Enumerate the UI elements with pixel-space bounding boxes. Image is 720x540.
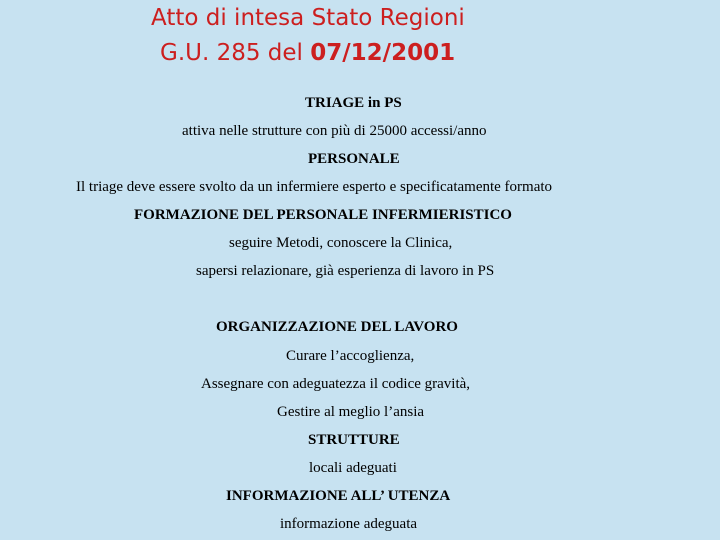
strutture-heading: STRUTTURE (308, 432, 400, 448)
organizzazione-item-3: Gestire al meglio l’ansia (277, 404, 425, 420)
organizzazione-item-1: Curare l’accoglienza, (286, 348, 415, 364)
gazette-reference: G.U. 285 del (160, 40, 311, 66)
personale-heading: PERSONALE (308, 151, 400, 167)
formazione-heading: FORMAZIONE DEL PERSONALE INFERMIERISTICO (134, 207, 512, 223)
informazione-text: informazione adeguata (280, 516, 418, 532)
formazione-text-1: seguire Metodi, conoscere la Clinica, (229, 235, 453, 251)
personale-text: Il triage deve essere svolto da un infermiere esperto e specificatamente formato (76, 179, 553, 195)
gazette-date: 07/12/2001 (310, 40, 456, 66)
formazione-text-2: sapersi relazionare, già esperienza di lavoro in PS (196, 263, 495, 279)
slide-title-line2 (160, 39, 455, 67)
strutture-text: locali adeguati (309, 460, 397, 476)
informazione-heading: INFORMAZIONE ALL’ UTENZA (226, 488, 451, 504)
slide-title-line1: Atto di intesa Stato Regioni (151, 5, 465, 31)
organizzazione-item-2: Assegnare con adeguatezza il codice gravità, (201, 376, 471, 392)
triage-heading: TRIAGE in PS (305, 95, 402, 111)
triage-text: attiva nelle strutture con più di 25000 accessi/anno (182, 123, 487, 139)
organizzazione-heading: ORGANIZZAZIONE DEL LAVORO (216, 319, 458, 335)
